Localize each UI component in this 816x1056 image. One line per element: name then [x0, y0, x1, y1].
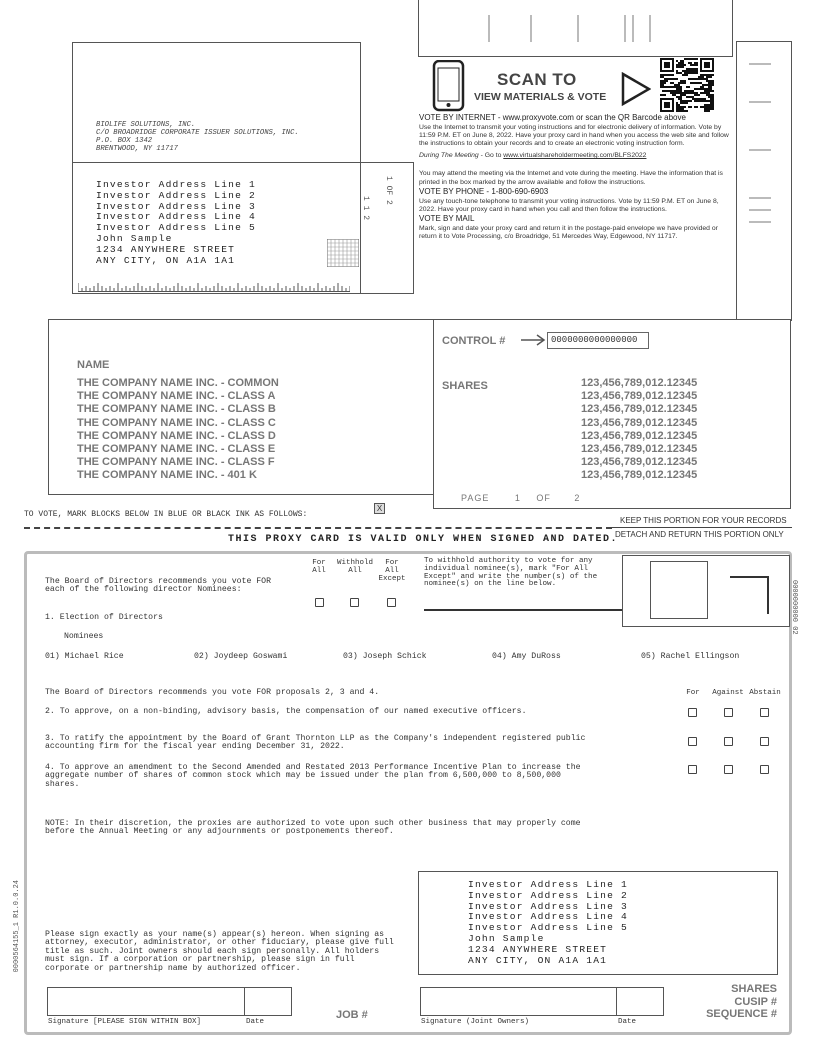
address-line: ANY CITY, ON A1A 1A1 [96, 254, 236, 266]
barcode-box [418, 0, 733, 57]
proposal-2-against-checkbox[interactable] [724, 708, 733, 717]
address-line: ANY CITY, ON A1A 1A1 [468, 954, 608, 966]
keep-portion-label: KEEP THIS PORTION FOR YOUR RECORDS [620, 516, 787, 525]
date-label: Date [246, 1018, 265, 1026]
address-line: Investor Address Line 5 [468, 922, 629, 934]
joint-signature-label: Signature (Joint Owners) [421, 1018, 530, 1026]
reference-labels [697, 983, 777, 1021]
meeting-label: During The Meeting [419, 152, 479, 160]
share-amount: 123,456,789,012.12345 [581, 443, 698, 456]
col-abstain: Abstain [749, 689, 781, 697]
address-line: John Sample [96, 232, 173, 244]
proposal-3-abstain-checkbox[interactable] [760, 737, 769, 746]
job-number-label: JOB # [336, 1009, 368, 1021]
holding-name: THE COMPANY NAME INC. - CLASS D [77, 429, 276, 442]
phone-icon [432, 60, 466, 112]
address-line: Investor Address Line 4 [468, 911, 629, 923]
page-indicator [461, 493, 580, 503]
proposal-4-against-checkbox[interactable] [724, 765, 733, 774]
holding-name: THE COMPANY NAME INC. - 401 K [77, 469, 257, 482]
nominee: 02) Joydeep Goswami [194, 652, 288, 661]
joint-signature-box[interactable] [420, 987, 617, 1016]
holding-names [77, 377, 279, 483]
holding-name: THE COMPANY NAME INC. - COMMON [77, 377, 279, 389]
left-code: 0000564155_1 R1.0.0.24 [13, 880, 21, 973]
address-line: Investor Address Line 3 [96, 200, 257, 212]
right-side-strip [736, 41, 792, 321]
vote-mail-heading: VOTE BY MAIL [419, 213, 475, 223]
withhold-nominee-line[interactable] [424, 609, 622, 611]
meeting-text: You may attend the meeting via the Internet and vote during the meeting. Have the information that is printed in the box marked by the arrow available and follow the instructions. [419, 170, 723, 186]
detach-line [24, 527, 612, 529]
signature-box[interactable] [47, 987, 245, 1016]
address-line: Investor Address Line 2 [96, 189, 257, 201]
address-line: Investor Address Line 3 [468, 900, 629, 912]
col-withhold-all: Withhold All [336, 559, 373, 575]
proposal-2-for-checkbox[interactable] [688, 708, 697, 717]
side-page-numbers [361, 196, 370, 220]
holding-name: THE COMPANY NAME INC. - CLASS C [77, 416, 276, 429]
side-page-indicator [384, 176, 393, 205]
investor-address [96, 180, 256, 266]
share-amount: 123,456,789,012.12345 [581, 390, 698, 403]
arrow-right-icon [521, 334, 547, 346]
share-amount: 123,456,789,012.12345 [581, 456, 698, 469]
address-line: Investor Address Line 1 [96, 179, 257, 190]
nominee: 05) Rachel Ellingson [641, 652, 740, 661]
holding-name: THE COMPANY NAME INC. - CLASS E [77, 443, 276, 456]
share-amount: 123,456,789,012.12345 [581, 403, 698, 416]
scan-title: SCAN TO [497, 70, 577, 89]
proposal-4: 4. To approve an amendment to the Second Amended and Restated 2013 Performance Incentive Plan to increase the aggregate number of shares of common stock which may be issued under the plan from 6,500,000 to 8,500,000 shares. [45, 763, 581, 789]
shares-ref-label: SHARES [731, 983, 777, 995]
address-line: 1234 ANYWHERE STREET [96, 243, 236, 255]
withhold-instructions: To withhold authority to vote for any individual nominee(s), mark "For All Except" and write the number(s) of the nominee(s) on the line below. [424, 557, 598, 589]
investor-address-bottom [468, 880, 628, 966]
valid-notice: THIS PROXY CARD IS VALID ONLY WHEN SIGNED AND DATED. [228, 534, 619, 545]
holding-name: THE COMPANY NAME INC. - CLASS A [77, 390, 276, 403]
scan-subtitle: VIEW MATERIALS & VOTE [474, 91, 607, 103]
play-arrow-icon [621, 72, 651, 106]
meeting-prefix: - Go to [478, 152, 504, 160]
return-address [96, 121, 299, 153]
board-recommendation-directors: The Board of Directors recommends you vote FOR each of the following director Nominees: [45, 577, 272, 595]
ruler-marks [78, 282, 350, 292]
address-line: Investor Address Line 1 [468, 879, 629, 890]
voting-instructions [419, 114, 735, 242]
page-of: OF [536, 493, 551, 503]
proposal-4-for-checkbox[interactable] [688, 765, 697, 774]
proposal-4-abstain-checkbox[interactable] [760, 765, 769, 774]
for-all-checkbox[interactable] [315, 598, 324, 607]
vote-phone-text: Use any touch-tone telephone to transmit your voting instructions. Vote by 11:59 P.M. ET on June 8, 2022. Have your proxy card in hand when you call and then follow the instructions. [419, 197, 719, 213]
address-line: Investor Address Line 2 [468, 889, 629, 901]
shares-label: SHARES [442, 380, 488, 392]
name-label: NAME [77, 359, 110, 371]
share-amount: 123,456,789,012.12345 [581, 377, 698, 389]
board-recommendation-proposals: The Board of Directors recommends you vote FOR proposals 2, 3 and 4. [45, 688, 380, 697]
sign-instructions: Please sign exactly as your name(s) appear(s) hereon. When signing as attorney, executor, administrator, or other fiduciary, please give full title as such. Joint owners should each sign personally. All holders must sign. If a corporation or partnership, please sign in full corporate or partnership name by authorized officer. [45, 930, 394, 973]
page-label: PAGE [461, 493, 490, 503]
meeting-url-link[interactable]: www.virtualshareholdermeeting.com/BLFS2022 [503, 152, 647, 160]
vote-mail-text: Mark, sign and date your proxy card and return it in the postage-paid envelope we have provided or return it to Vote Processing, c/o Broadridge, 51 Mercedes Way, Edgewood, NY 11717. [419, 225, 718, 241]
proposal-2: 2. To approve, on a non-binding, advisory basis, the compensation of our named executive officers. [45, 707, 527, 716]
control-number-label: CONTROL # [442, 335, 506, 347]
col-for-all-except: For All Except [378, 559, 406, 583]
proposal-3-for-checkbox[interactable] [688, 737, 697, 746]
page-total: 2 [574, 493, 581, 503]
share-amount: 123,456,789,012.12345 [581, 429, 698, 442]
share-amounts [581, 377, 697, 483]
proposal-2-abstain-checkbox[interactable] [760, 708, 769, 717]
sequence-label: SEQUENCE # [706, 1008, 777, 1020]
vote-internet-text: Use the Internet to transmit your voting instructions and for electronic delivery of information. Vote by 11:59 P.M. ET on June 8, 2022. Have your proxy card in hand when you access the web site and follow the instructions to obtain your records and to create an electronic voting instruction form. [419, 124, 729, 148]
side-code: 0000000000 02 [790, 580, 798, 635]
strip-marks [737, 42, 793, 322]
for-all-except-checkbox[interactable] [387, 598, 396, 607]
corner-mark [730, 576, 768, 578]
side-page-text: 1 OF 2 [384, 176, 393, 205]
col-for-all: For All [312, 559, 326, 575]
return-address-line: P.O. BOX 1342 [96, 137, 153, 145]
nominee: 04) Amy DuRoss [492, 652, 561, 661]
proposal-3: 3. To ratify the appointment by the Board of Grant Thornton LLP as the Company's independent registered public accounting firm for the fiscal year ending December 31, 2022. [45, 734, 586, 752]
nominee: 01) Michael Rice [45, 652, 124, 661]
side-page-nums: 1 1 2 [361, 196, 370, 221]
withhold-all-checkbox[interactable] [350, 598, 359, 607]
share-amount: 123,456,789,012.12345 [581, 416, 698, 429]
address-line: Investor Address Line 4 [96, 211, 257, 223]
col-for: For [686, 689, 700, 697]
mark-instructions: TO VOTE, MARK BLOCKS BELOW IN BLUE OR BLACK INK AS FOLLOWS: [24, 510, 308, 519]
address-line: John Sample [468, 932, 545, 944]
date-box[interactable] [244, 987, 292, 1016]
holding-name: THE COMPANY NAME INC. - CLASS B [77, 403, 276, 416]
reference-square [650, 561, 708, 619]
joint-date-box[interactable] [616, 987, 664, 1016]
cusip-label: CUSIP # [734, 995, 777, 1008]
return-address-line: BIOLIFE SOLUTIONS, INC. [96, 121, 196, 129]
holding-name: THE COMPANY NAME INC. - CLASS F [77, 456, 275, 469]
address-line: 1234 ANYWHERE STREET [468, 943, 608, 955]
address-line: Investor Address Line 5 [96, 222, 257, 234]
mark-example-box: X [374, 503, 385, 514]
detach-portion-label: DETACH AND RETURN THIS PORTION ONLY [615, 530, 784, 539]
col-against: Against [712, 689, 744, 697]
share-amount: 123,456,789,012.12345 [581, 469, 698, 482]
page-number: 1 [514, 493, 521, 503]
signature-label: Signature [PLEASE SIGN WITHIN BOX] [48, 1018, 202, 1026]
return-address-line: C/O BROADRIDGE CORPORATE ISSUER SOLUTIONS, INC. [96, 129, 299, 137]
nominees-label: Nominees [64, 632, 104, 641]
return-address-line: BRENTWOOD, NY 11717 [96, 145, 178, 153]
vote-phone-heading: VOTE BY PHONE - 1-800-690-6903 [419, 186, 549, 196]
item-1-label: 1. Election of Directors [45, 613, 163, 622]
proposal-3-against-checkbox[interactable] [724, 737, 733, 746]
qr-code-icon [660, 58, 714, 112]
nominee: 03) Joseph Schick [343, 652, 427, 661]
control-number-box: 0000000000000000 [547, 332, 649, 349]
joint-date-label: Date [618, 1018, 637, 1026]
datamatrix-code [327, 239, 359, 267]
corner-mark [767, 576, 769, 614]
barcode-icon [419, 0, 734, 57]
discretion-note: NOTE: In their discretion, the proxies are authorized to vote upon such other business that may properly come before the Annual Meeting or any adjournments or postponements thereof. [45, 819, 581, 837]
vote-internet-heading: VOTE BY INTERNET - www.proxyvote.com or scan the QR Barcode above [419, 113, 686, 122]
detach-line-solid [612, 527, 792, 528]
